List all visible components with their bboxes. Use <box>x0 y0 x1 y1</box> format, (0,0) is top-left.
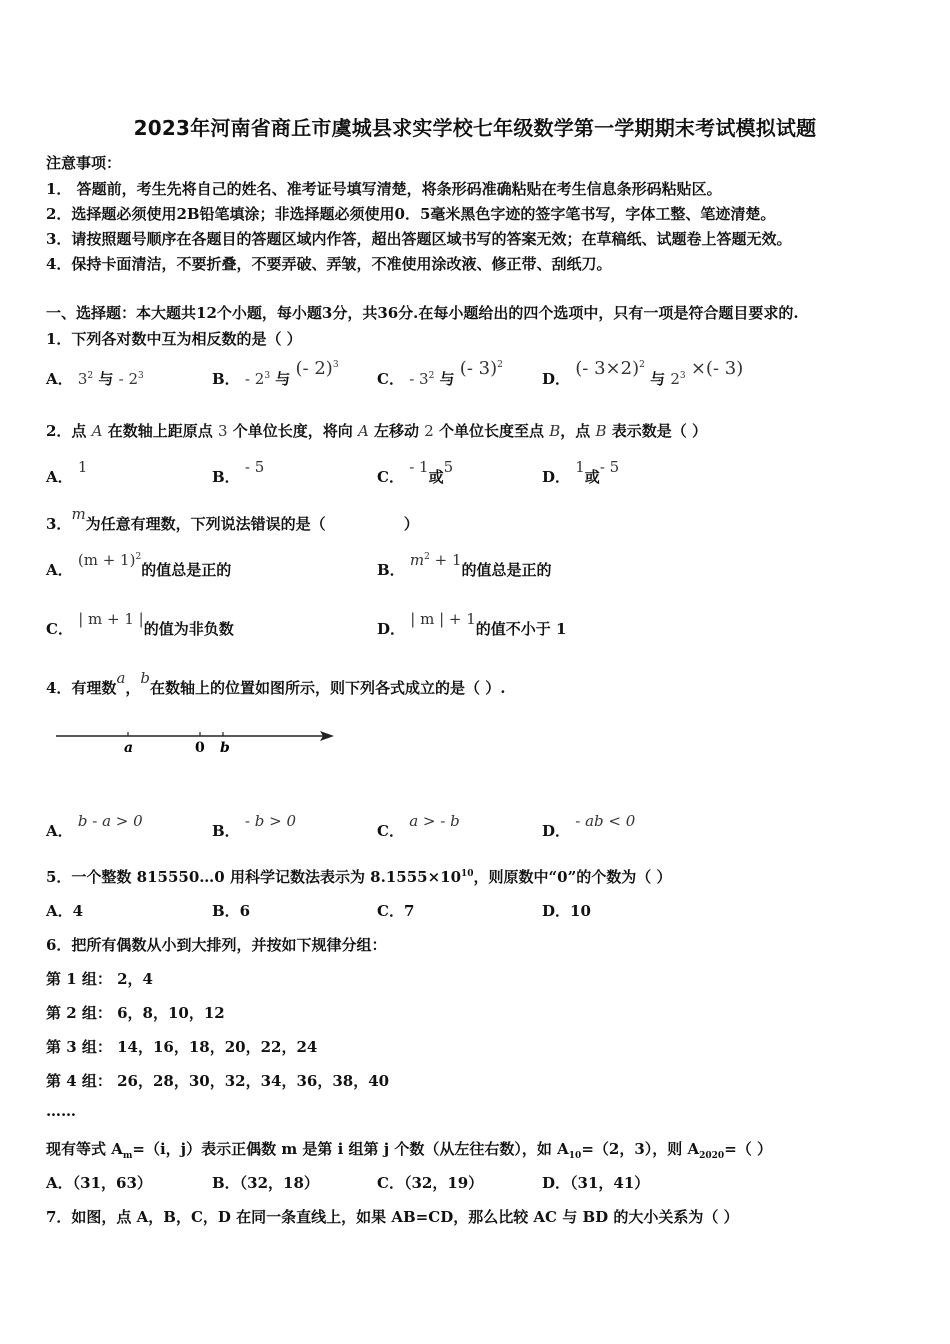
q4-option-a: A． b - a > 0 <box>46 812 143 840</box>
axis-label-0: 0 <box>195 740 205 756</box>
q2-stem: 2．点 A 在数轴上距原点 3 个单位长度，将向 A 左移动 2 个单位长度至点 B，点 B 表示数是（ ） <box>46 422 708 440</box>
notice-item-1: 1． 答题前，考生先将自己的姓名、准考证号填写清楚，将条形码准确粘贴在考生信息条形码粘贴区。 <box>46 180 722 198</box>
q4-option-d: D． - ab < 0 <box>542 812 636 840</box>
q6-option-a: A．（31，63） <box>46 1174 152 1192</box>
q1-option-c: C． - $3^2$ 与 (- 3)$^2$ <box>377 358 503 388</box>
q4-option-b: B． - b > 0 <box>212 812 297 840</box>
q3-option-c: C． | m + 1 |的值为非负数 <box>46 610 234 638</box>
notice-item-3: 3．请按照题号顺序在各题目的答题区域内作答，超出答题区域书写的答案无效；在草稿纸、试题卷上答题无效。 <box>46 230 792 248</box>
q1-stem: 1．下列各对数中互为相反数的是（ ） <box>46 330 302 348</box>
q6-rule: 现有等式 $A_m=(i$，j）表示正偶数 m 是第 i 组第 j 个数（从左往右数），如 $A_{10}=(2$，3），则 $A_{2020}=$（ ） <box>46 1140 772 1161</box>
q5-option-c: C．7 <box>377 902 415 920</box>
axis-label-b: b <box>220 740 230 756</box>
q2-option-b: B． - 5 <box>212 458 265 486</box>
notice-item-4: 4．保持卡面清洁，不要折叠，不要弄破、弄皱，不准使用涂改液、修正带、刮纸刀。 <box>46 255 612 273</box>
q2-option-d: D． 1或- 5 <box>542 458 620 486</box>
q5-option-d: D．10 <box>542 902 591 920</box>
section-heading: 一、选择题：本大题共12个小题，每小题3分，共36分.在每小题给出的四个选项中，只有一项是符合题目要求的. <box>46 304 799 322</box>
q6-option-c: C．（32，19） <box>377 1174 484 1192</box>
q6-group-3: 第 3 组： 14，16，18，20，22，24 <box>46 1038 318 1056</box>
exam-title: 2023年河南省商丘市虞城县求实学校七年级数学第一学期期末考试模拟试题 <box>133 116 817 140</box>
q6-option-d: D．（31，41） <box>542 1174 650 1192</box>
notice-heading: 注意事项： <box>46 154 122 172</box>
q3-option-d: D． | m | + 1的值不小于 1 <box>377 610 567 638</box>
axis-label-a: a <box>124 740 134 756</box>
q3-option-b: B． $m^2 + 1$的值总是正的 <box>377 551 552 579</box>
q7-stem: 7．如图，点 A，B，C，D 在同一条直线上，如果 AB=CD，那么比较 AC 与 BD 的大小关系为（ ） <box>46 1208 739 1226</box>
notice-item-2: 2．选择题必须使用2B铅笔填涂；非选择题必须使用0．5毫米黑色字迹的签字笔书写，字体工整、笔迹清楚。 <box>46 205 776 223</box>
q4-option-c: C． a > - b <box>377 812 460 840</box>
q3-option-a: A． $(m + 1)^2$的值总是正的 <box>46 551 232 579</box>
q6-group-2: 第 2 组： 6，8，10，12 <box>46 1004 225 1022</box>
q1-option-d: D． (- 3×2)$^2$ 与 $2^3$ ×(- 3) <box>542 358 744 388</box>
q3-stem: 3．m为任意有理数，下列说法错误的是（ ） <box>46 505 419 533</box>
q5-option-b: B．6 <box>212 902 251 920</box>
q6-stem: 6．把所有偶数从小到大排列，并按如下规律分组： <box>46 936 387 954</box>
q6-group-4: 第 4 组： 26，28，30，32，34，36，38，40 <box>46 1072 390 1090</box>
q6-option-b: B．（32，18） <box>212 1174 319 1192</box>
q2-option-a: A． 1 <box>46 458 88 486</box>
q6-group-1: 第 1 组： 2，4 <box>46 970 153 988</box>
q1-option-b: B． - $2^3$ 与 (- 2)$^3$ <box>212 358 339 388</box>
q2-option-c: C． - 1或5 <box>377 458 454 486</box>
q5-option-a: A．4 <box>46 902 84 920</box>
q6-ellipsis: …… <box>46 1102 76 1120</box>
number-line-figure <box>50 722 350 762</box>
q1-option-a: A． $3^2$ 与 - $2^3$ <box>46 370 144 388</box>
q4-stem: 4．有理数a，b在数轴上的位置如图所示，则下列各式成立的是（ ）. <box>46 669 506 697</box>
q5-stem: 5．一个整数 815550…0 用科学记数法表示为 $8.1555\times 10^{10}$，则原数中“0”的个数为（ ） <box>46 868 672 886</box>
